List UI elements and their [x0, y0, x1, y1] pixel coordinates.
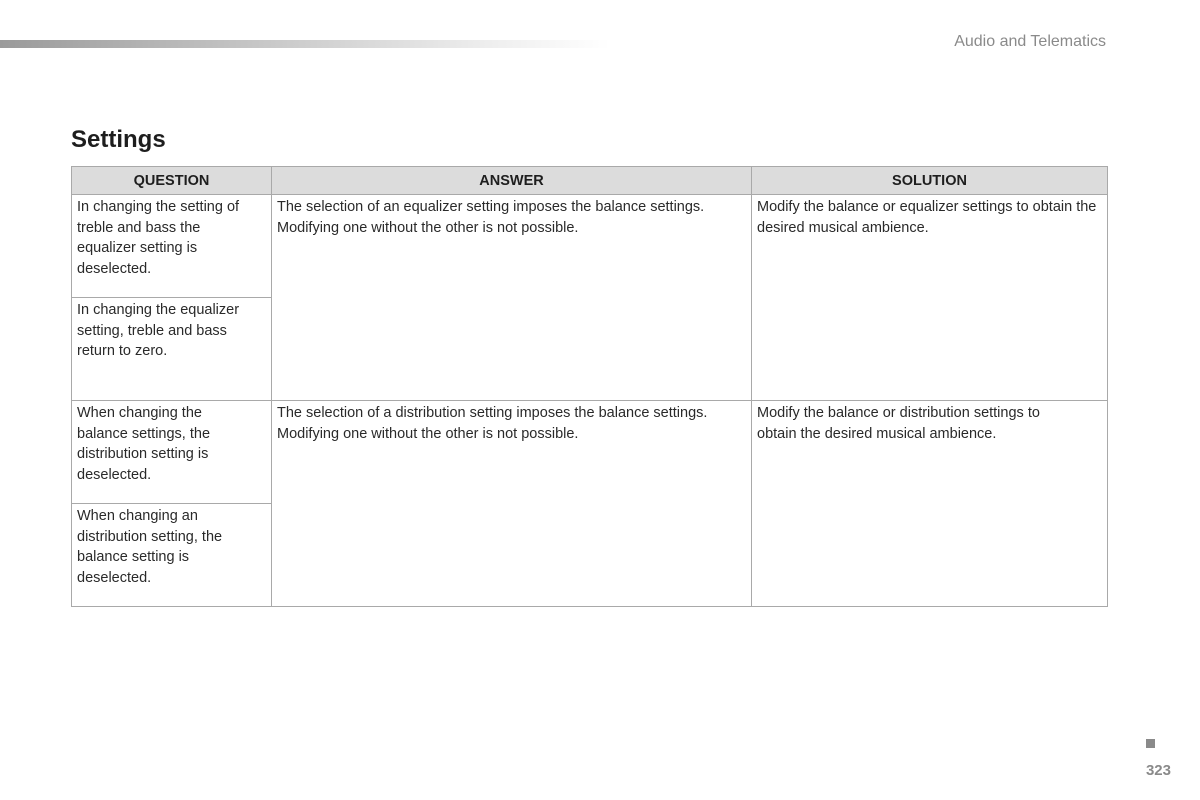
- column-header-solution: SOLUTION: [752, 167, 1108, 195]
- table-header-row: [72, 167, 1108, 195]
- solution-cell: Modify the balance or distribution settings to obtain the desired musical ambience.: [752, 401, 1108, 607]
- solution-cell: Modify the balance or equalizer settings to obtain the desired musical ambience.: [752, 195, 1108, 401]
- column-header-question: QUESTION: [72, 167, 272, 195]
- section-header: Audio and Telematics: [954, 33, 1106, 50]
- question-cell: In changing the equalizer setting, treble and bass return to zero.: [72, 298, 272, 401]
- question-cell: In changing the setting of treble and bass the equalizer setting is deselected.: [72, 195, 272, 298]
- answer-cell: The selection of a distribution setting imposes the balance settings. Modifying one without the other is not possible.: [272, 401, 752, 607]
- table-row: [72, 401, 1108, 504]
- table-row: [72, 195, 1108, 298]
- page-title: Settings: [71, 126, 166, 153]
- troubleshooting-table: [71, 166, 1108, 607]
- page-number: 323: [1145, 762, 1171, 779]
- column-header-answer: ANSWER: [272, 167, 752, 195]
- question-cell: When changing the balance settings, the distribution setting is deselected.: [72, 401, 272, 504]
- page-marker-square: [1146, 739, 1155, 748]
- answer-cell: The selection of an equalizer setting imposes the balance settings. Modifying one without the other is not possible.: [272, 195, 752, 401]
- header-rule: [0, 40, 610, 48]
- question-cell: When changing an distribution setting, the balance setting is deselected.: [72, 504, 272, 607]
